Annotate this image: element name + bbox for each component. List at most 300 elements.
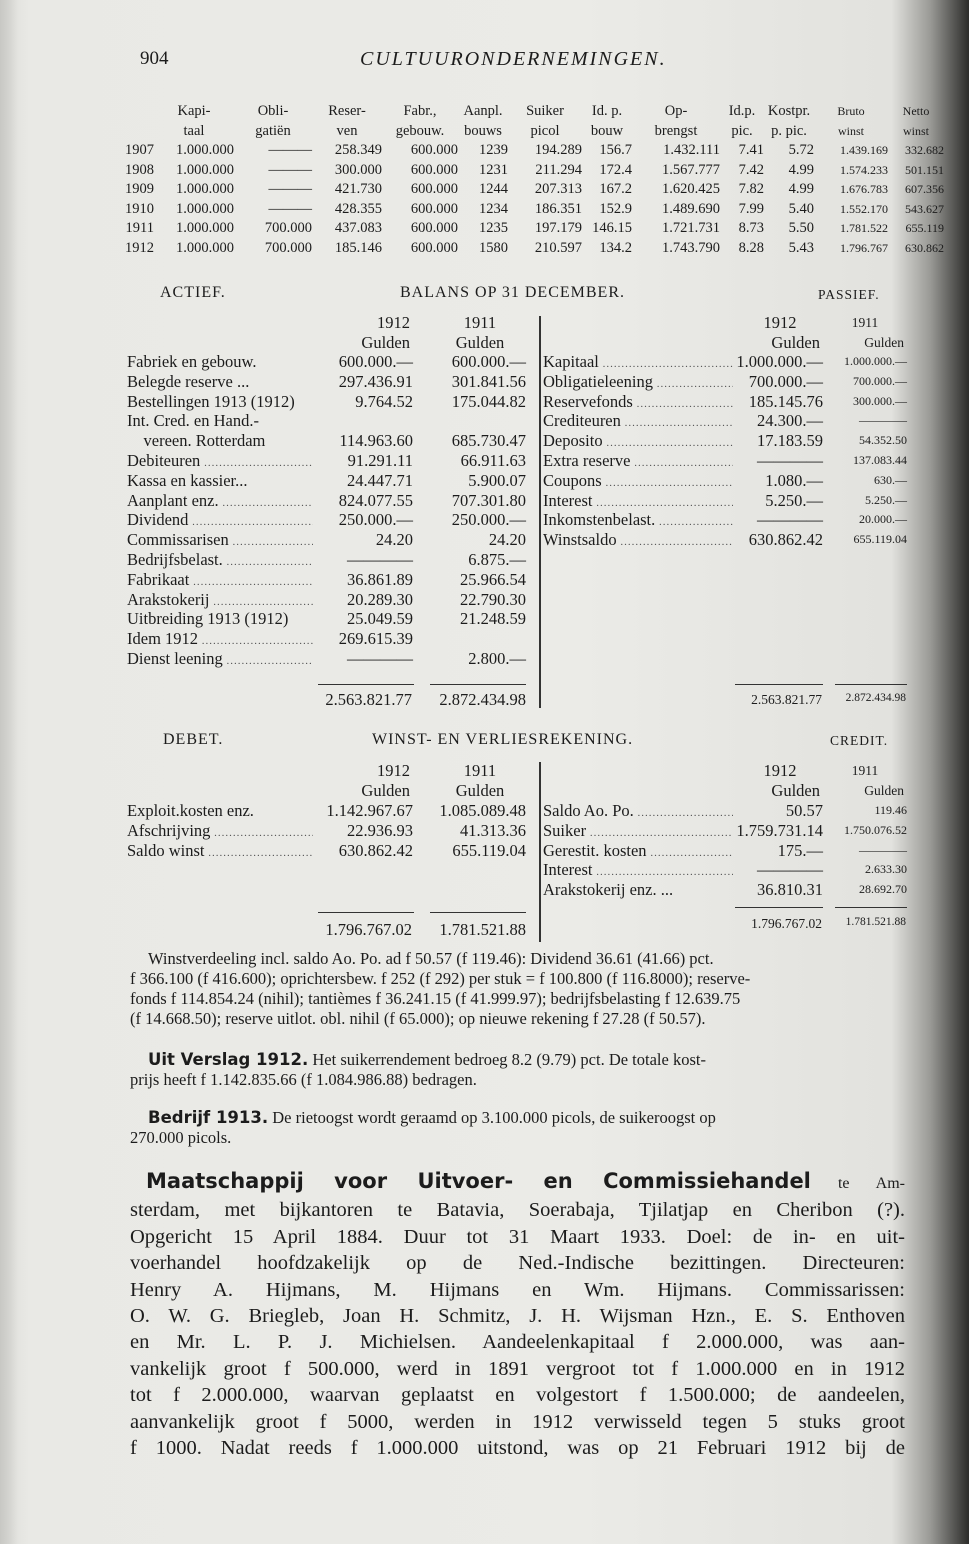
stats-header-row	[112, 102, 944, 122]
table-row	[127, 841, 526, 861]
table-cell: 4.99	[788, 161, 814, 178]
column-header: Op-	[664, 103, 688, 119]
year-header: 1911	[463, 313, 497, 332]
column-header: picol	[530, 122, 560, 139]
column-header: Bruto	[837, 104, 865, 118]
table-cell: 600.000	[410, 200, 458, 217]
year-header: 1911	[463, 761, 497, 780]
value-1911: 175.044.82	[451, 391, 526, 411]
row-label: Interest .....	[543, 491, 733, 511]
total-debet-1912: 1.796.767.02	[325, 920, 412, 939]
row-label: Coupons .....	[543, 471, 733, 491]
table-cell: 1.676.783	[840, 182, 888, 196]
table-row	[127, 352, 526, 372]
table-cell: 134.2	[599, 239, 632, 256]
text-line: Opgericht 15 April 1884. Duur tot 31 Maart 1933. Doel: de in- en uit-	[130, 1225, 905, 1248]
bedrijf-heading: Bedrijf 1913.	[148, 1108, 269, 1127]
text-line: 270.000 picols.	[130, 1128, 232, 1147]
table-cell: 437.083	[334, 220, 382, 236]
table-row	[127, 431, 526, 451]
column-divider	[539, 316, 541, 708]
row-label: Debiteuren .....	[127, 451, 313, 471]
table-row	[127, 590, 526, 610]
table-cell: 1908	[125, 161, 154, 178]
table-row	[543, 880, 907, 900]
total-passief-1911: 2.872.434.98	[845, 692, 906, 704]
value-1912: 1.000.000.—	[736, 352, 823, 371]
maatschappij-entry	[130, 1168, 905, 1461]
table-cell: 543.627	[905, 201, 944, 216]
table-row	[127, 821, 526, 841]
table-cell: 1.620.425	[662, 181, 720, 197]
total-credit-1911: 1.781.521.88	[845, 916, 906, 928]
table-row	[127, 550, 526, 570]
value-1911: 301.841.56	[451, 371, 526, 391]
table-row	[112, 141, 944, 161]
text-line: De rietoogst wordt geraamd op 3.100.000 picols, de suikeroogst op	[268, 1108, 716, 1127]
row-label: Bedrijfsbelast. .....	[127, 550, 313, 570]
table-row	[543, 821, 907, 841]
value-1911: 685.730.47	[451, 431, 526, 451]
year-header: 1911	[851, 763, 879, 778]
column-header: Id. p.	[591, 103, 623, 119]
row-label: vereen. Rotterdam	[127, 431, 266, 451]
value-1912: 175.—	[777, 840, 823, 860]
value-1912: 50.57	[785, 801, 823, 820]
table-cell: 5.72	[788, 142, 814, 158]
winstverdeeling-paragraph	[130, 949, 750, 1029]
table-row	[127, 510, 526, 530]
actief-label: ACTIEF.	[160, 284, 226, 301]
debet-label: DEBET.	[163, 731, 224, 748]
row-label: Interest .....	[543, 860, 733, 880]
table-cell: 258.349	[334, 142, 382, 158]
column-header: p. pic.	[771, 122, 807, 139]
table-row	[112, 200, 944, 220]
table-cell: 1907	[125, 142, 154, 158]
table-cell: 1.574.233	[840, 162, 888, 177]
table-cell: 210.597	[534, 239, 582, 256]
table-cell: 152.9	[599, 200, 632, 217]
row-label: Extra reserve .....	[543, 451, 733, 471]
verslag-heading: Uit Verslag 1912.	[148, 1050, 309, 1069]
text-line: prijs heeft f 1.142.835.66 (f 1.084.986.88) bedragen.	[130, 1070, 477, 1089]
total-rule	[735, 907, 823, 908]
table-cell: 700.000	[264, 220, 312, 236]
total-rule	[318, 912, 414, 913]
table-cell: 1.432.111	[663, 142, 720, 158]
page-number: 904	[140, 48, 169, 69]
table-cell: 501.151	[905, 162, 944, 177]
verslag-paragraph	[130, 1050, 706, 1090]
value-1912: 36.861.89	[347, 569, 413, 589]
stats-header-row	[112, 122, 944, 142]
text-line: vankelijk groot f 500.000, werd in 1891 vergroot tot f 1.000.000 en in 1912	[130, 1357, 905, 1380]
table-cell: 600.000	[410, 239, 458, 256]
table-row	[543, 392, 907, 412]
table-cell: 1244	[479, 181, 508, 197]
total-passief-1912: 2.563.821.77	[751, 692, 822, 707]
text-line: voerhandel hoofdzakelijk op de Ned.-Indische bezittingen. Directeuren:	[130, 1252, 905, 1275]
table-cell: 8.28	[738, 239, 764, 256]
column-header: ven	[336, 122, 358, 139]
table-cell: 421.730	[334, 181, 382, 197]
total-credit-1912: 1.796.767.02	[751, 916, 822, 931]
table-cell: 1.489.690	[662, 200, 720, 217]
text-line: aanvankelijk groot f 5000, werden in 1912 verwisseld tegen 5 stuks groot	[130, 1410, 905, 1433]
table-cell: 630.862	[905, 240, 944, 255]
column-header: Kapi-	[177, 103, 211, 119]
value-1911: 24.20	[488, 530, 526, 550]
total-rule	[835, 907, 907, 908]
table-cell: 1.552.170	[840, 201, 888, 216]
value-1911: 28.692.70	[859, 882, 907, 897]
value-1911: 66.911.63	[460, 450, 526, 470]
column-header: Fabr.,	[403, 103, 437, 119]
table-row	[543, 352, 907, 372]
value-1912: 9.764.52	[355, 391, 413, 411]
row-label: Kapitaal .....	[543, 352, 733, 372]
table-cell: 1909	[125, 181, 154, 197]
passief-label: PASSIEF.	[818, 287, 880, 302]
column-header: winst	[837, 123, 864, 138]
value-1912: 24.20	[375, 530, 413, 550]
table-row	[127, 372, 526, 392]
year-header: 1912	[763, 313, 797, 332]
value-1912: 600.000.—	[338, 352, 413, 371]
value-1912: 36.810.31	[757, 880, 823, 900]
total-rule	[835, 684, 907, 685]
table-cell: 1.000.000	[176, 200, 234, 217]
column-header: Id.p.	[728, 103, 756, 119]
value-1911	[413, 629, 526, 649]
value-1911: 250.000.—	[451, 510, 526, 530]
value-1912: 297.436.91	[338, 371, 413, 391]
table-cell: 607.356	[905, 182, 944, 196]
table-cell: 1.796.767	[840, 240, 888, 255]
table-row	[127, 649, 526, 669]
row-label: Fabrikaat .....	[127, 570, 313, 590]
row-label: Arakstokerij enz. ...	[543, 880, 674, 900]
table-row	[127, 392, 526, 412]
credit-table	[543, 801, 907, 900]
table-cell: 1.000.000	[176, 239, 234, 256]
table-cell: ———	[268, 181, 312, 197]
value-1912: 824.077.55	[338, 490, 413, 510]
value-1911: 5.250.—	[865, 492, 907, 507]
unit-header: Gulden	[361, 333, 410, 352]
table-cell: 7.41	[738, 142, 764, 158]
value-1911: 137.083.44	[853, 452, 907, 467]
row-label: Saldo Ao. Po. .....	[543, 801, 733, 821]
value-1912: ————	[347, 648, 413, 668]
table-row	[543, 451, 907, 471]
table-row	[543, 431, 907, 451]
value-1912: 269.615.39	[338, 629, 413, 649]
table-row	[543, 372, 907, 392]
table-row	[127, 451, 526, 471]
column-header: Reser-	[328, 103, 366, 119]
year-header: 1912	[763, 761, 797, 780]
table-row	[127, 629, 526, 649]
value-1912: 250.000.—	[338, 510, 413, 530]
table-row	[543, 491, 907, 511]
value-1912: ————	[757, 860, 823, 880]
unit-header: Gulden	[455, 333, 505, 352]
value-1912: 24.300.—	[757, 411, 823, 431]
unit-header: Gulden	[771, 781, 820, 800]
total-actief-1911: 2.872.434.98	[439, 690, 526, 709]
row-label: Gerestit. kosten .....	[543, 841, 733, 861]
table-row	[112, 161, 944, 181]
unit-header: Gulden	[771, 333, 820, 352]
value-1912: ————	[347, 549, 413, 569]
text-line: sterdam, met bijkantoren te Batavia, Soerabaja, Tjilatjap en Cheribon (?).	[130, 1199, 905, 1222]
unit-header: Gulden	[455, 781, 505, 800]
table-cell: 1239	[479, 142, 508, 158]
row-label: Deposito .....	[543, 431, 733, 451]
value-1912: 1.759.731.14	[736, 820, 823, 840]
table-cell: 211.294	[535, 161, 582, 178]
text-line: f 366.100 (f 416.600); oprichtersbew. f 252 (f 292) per stuk = f 100.800 (f 116.8000); reserve-	[130, 969, 751, 988]
value-1911: 25.966.54	[460, 569, 526, 589]
row-label: Inkomstenbelast. .....	[543, 510, 733, 530]
row-label: Belegde reserve ...	[127, 371, 250, 391]
row-label: Exploit.kosten enz.	[127, 801, 254, 820]
table-cell: 700.000	[264, 239, 312, 256]
text-line: tot f 2.000.000, waarvan geplaatst en volgestort f 1.500.000; de aandeelen,	[130, 1384, 905, 1407]
row-label: Dividend .....	[127, 510, 313, 530]
table-cell: ———	[268, 200, 312, 217]
text-line: Henry A. Hijmans, M. Hijmans en Wm. Hijmans. Commissarissen:	[130, 1278, 905, 1301]
value-1911: 600.000.—	[451, 352, 526, 371]
table-cell: 600.000	[410, 220, 458, 236]
value-1911: 41.313.36	[460, 820, 526, 840]
table-cell: 156.7	[599, 142, 632, 158]
text-line: te Am-	[810, 1175, 905, 1192]
value-1912: 700.000.—	[748, 371, 823, 391]
value-1912: 91.291.11	[347, 450, 413, 470]
column-header: gatiën	[255, 122, 291, 139]
page-edge-shadow	[0, 0, 18, 1544]
table-cell: 1.439.169	[840, 143, 888, 157]
total-rule	[735, 684, 823, 685]
table-cell: 1910	[125, 200, 154, 217]
table-cell: 1.781.522	[840, 221, 888, 235]
table-row	[112, 239, 944, 259]
table-cell: 600.000	[410, 181, 458, 197]
total-rule	[430, 684, 526, 685]
table-cell: 1.721.731	[662, 220, 720, 236]
value-1912: 114.963.60	[339, 431, 413, 451]
value-1911: 6.875.—	[468, 549, 526, 569]
table-cell: 1.743.790	[662, 239, 720, 256]
column-header: bouw	[590, 122, 624, 139]
column-header: Aanpl.	[463, 103, 503, 119]
column-header: gebouw.	[395, 122, 445, 139]
column-header	[112, 102, 154, 122]
table-row	[127, 570, 526, 590]
text-line: (f 14.668.50); reserve uitlot. obl. nihil (f 65.000); op nieuwe rekening f 27.28 (f 50.57).	[130, 1009, 706, 1028]
value-1912	[313, 411, 413, 431]
table-cell: 172.4	[599, 161, 632, 178]
table-row	[543, 860, 907, 880]
table-cell: 5.50	[788, 220, 814, 236]
text-line: Het suikerrendement bedroeg 8.2 (9.79) pct. De totale kost-	[308, 1050, 706, 1069]
table-row	[127, 411, 526, 431]
value-1911: 707.301.80	[451, 490, 526, 510]
row-label: Commissarisen .....	[127, 530, 313, 550]
table-row	[127, 471, 526, 491]
table-cell: ———	[268, 161, 312, 178]
value-1912: 1.080.—	[765, 470, 823, 490]
column-header: Obli-	[257, 103, 289, 119]
running-title: CULTUURONDERNEMINGEN.	[360, 48, 667, 70]
value-1912: 20.289.30	[347, 589, 413, 609]
table-cell: 207.313	[534, 181, 582, 197]
value-1912: 630.862.42	[748, 530, 823, 550]
table-cell: 1.567.777	[662, 161, 720, 178]
row-label: Obligatieleening .....	[543, 372, 733, 392]
table-cell: 7.42	[738, 161, 764, 178]
table-cell: 194.289	[534, 142, 582, 158]
table-cell: 300.000	[334, 161, 382, 178]
table-cell: 1234	[479, 200, 508, 217]
row-label: Aanplant enz. .....	[127, 491, 313, 511]
column-header: Kostpr.	[767, 103, 811, 119]
row-label: Bestellingen 1913 (1912)	[127, 391, 295, 411]
value-1911: 22.790.30	[460, 589, 526, 609]
debet-table	[127, 801, 526, 860]
table-cell: 1.000.000	[176, 142, 234, 158]
column-header: pic.	[731, 122, 753, 139]
value-1911: 21.248.59	[460, 609, 526, 629]
total-debet-1911: 1.781.521.88	[439, 920, 526, 939]
table-cell: 4.99	[788, 181, 814, 197]
value-1912: 630.862.42	[338, 840, 413, 860]
value-1912: ————	[757, 510, 823, 530]
table-cell: 1231	[479, 161, 508, 178]
value-1911: 655.119.04	[452, 840, 526, 860]
table-cell: 7.99	[738, 200, 764, 217]
column-header: winst	[902, 123, 929, 138]
text-line: en Mr. L. P. J. Michielsen. Aandeelenkapitaal f 2.000.000, was aan-	[130, 1331, 905, 1354]
table-cell: 5.43	[788, 239, 814, 256]
table-row	[543, 411, 907, 431]
table-row	[543, 801, 907, 821]
table-cell: 428.355	[334, 200, 382, 217]
value-1911: 5.900.07	[468, 470, 526, 490]
table-cell: 1235	[479, 220, 508, 236]
value-1912: 5.250.—	[765, 490, 823, 510]
row-label: Saldo winst .....	[127, 841, 313, 861]
table-cell: 146.15	[592, 220, 632, 236]
unit-header: Gulden	[864, 335, 904, 350]
year-header: 1912	[377, 313, 410, 332]
table-row	[112, 180, 944, 200]
value-1912: 24.447.71	[347, 470, 413, 490]
table-cell: 600.000	[410, 142, 458, 158]
column-header: bouws	[464, 122, 502, 139]
row-label: Winstsaldo .....	[543, 530, 733, 550]
column-header: Suiker	[526, 103, 564, 119]
table-row	[112, 219, 944, 239]
text-line: Winstverdeeling incl. saldo Ao. Po. ad f 50.57 (f 119.46): Dividend 36.61 (41.66) pct.	[148, 949, 714, 968]
total-rule	[430, 912, 526, 913]
column-divider	[539, 762, 541, 942]
value-1912: 1.142.967.67	[326, 801, 413, 820]
value-1911: 1.750.076.52	[844, 822, 907, 837]
table-row	[127, 801, 526, 821]
total-actief-1912: 2.563.821.77	[325, 690, 412, 709]
year-header: 1912	[377, 761, 410, 780]
row-label: Dienst leening .....	[127, 649, 313, 669]
table-cell: 1912	[125, 239, 154, 256]
table-row	[127, 530, 526, 550]
column-header: Netto	[902, 104, 930, 118]
unit-header: Gulden	[864, 783, 904, 798]
table-cell: 1911	[125, 220, 154, 236]
value-1911: 1.085.089.48	[439, 801, 526, 820]
column-header: brengst	[654, 122, 698, 139]
total-rule	[318, 684, 414, 685]
passief-table	[543, 352, 907, 550]
table-cell: 600.000	[410, 161, 458, 178]
balans-title: BALANS OP 31 DECEMBER.	[400, 284, 625, 301]
winst-title: WINST- EN VERLIESREKENING.	[372, 731, 634, 748]
value-1911: ————	[859, 413, 907, 428]
row-label: Afschrijving .....	[127, 821, 313, 841]
row-label: Int. Cred. en Hand.-	[127, 411, 259, 431]
table-cell: 186.351	[534, 200, 582, 217]
value-1911: 630.—	[874, 472, 907, 487]
table-cell: 1.000.000	[176, 161, 234, 178]
row-label: Uitbreiding 1913 (1912)	[127, 609, 289, 629]
table-cell: 8.73	[738, 220, 764, 236]
table-cell: 5.40	[788, 200, 814, 217]
value-1911: 20.000.—	[859, 512, 907, 527]
table-row	[543, 510, 907, 530]
bedrijf-paragraph	[130, 1108, 716, 1148]
value-1911: 54.352.50	[859, 433, 907, 448]
value-1911: 2.633.30	[865, 862, 907, 877]
row-label: Kassa en kassier...	[127, 470, 248, 490]
value-1912: ————	[757, 450, 823, 470]
table-cell: 185.146	[334, 239, 382, 256]
value-1912: 185.145.76	[748, 391, 823, 411]
table-row	[543, 841, 907, 861]
value-1912: 22.936.93	[347, 820, 413, 840]
row-label: Idem 1912 .....	[127, 629, 313, 649]
table-cell: 1.000.000	[176, 220, 234, 236]
column-header	[112, 122, 154, 142]
value-1912: 25.049.59	[347, 609, 413, 629]
row-label: Fabriek en gebouw.	[127, 352, 257, 371]
company-heading: Maatschappij voor Uitvoer- en Commissiehandel	[146, 1169, 811, 1193]
value-1911: 1.000.000.—	[844, 354, 907, 368]
table-row	[543, 530, 907, 550]
table-cell: 1580	[479, 239, 508, 256]
row-label: Suiker .....	[543, 821, 733, 841]
table-row	[127, 491, 526, 511]
table-cell: 7.82	[738, 181, 764, 197]
value-1912: 17.183.59	[757, 431, 823, 451]
column-header: taal	[183, 122, 205, 139]
unit-header: Gulden	[361, 781, 410, 800]
value-1911: ————	[859, 842, 907, 857]
value-1911: 2.800.—	[468, 648, 526, 668]
year-header: 1911	[851, 315, 879, 330]
